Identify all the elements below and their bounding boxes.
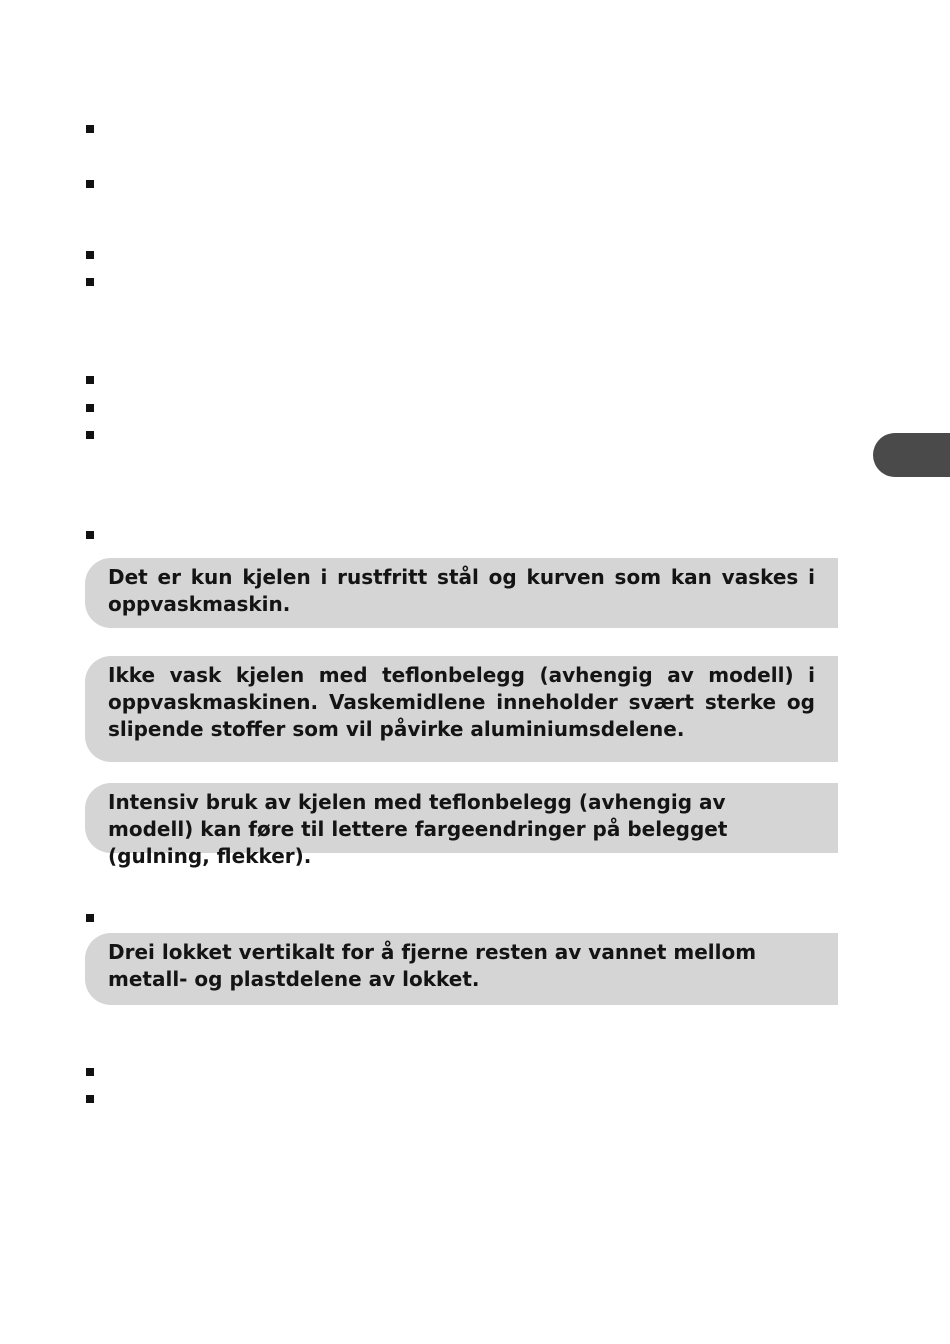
note-text: Det er kun kjelen i rustfritt stål og kurven som kan vaskes i oppvaskmaskin. [108,565,815,616]
bullet-marker [86,531,94,539]
note-text: Drei lokket vertikalt for å fjerne resten av vannet mellom metall- og plastdelene av lokket. [108,940,757,991]
note-text: Ikke vask kjelen med teflonbelegg (avhengig av modell) i oppvaskmaskinen. Vaskemidlene inneholder svært sterke og slipende stoffer som vil påvirke aluminiumsdelene. [108,663,815,741]
section-tab-marker [873,433,950,477]
bullet-marker [86,251,94,259]
coating-warning-box [85,656,838,762]
bullet-marker [86,1095,94,1103]
dishwasher-note-box [85,558,838,628]
bullet-marker [86,278,94,286]
bullet-marker [86,1068,94,1076]
bullet-marker [86,431,94,439]
note-text: Intensiv bruk av kjelen med teflonbelegg (avhengig av modell) kan føre til lettere fargeendringer på belegget (gulning, flekker). [108,790,728,868]
discoloration-note-box [85,783,838,868]
lid-drain-note-box [85,933,838,1005]
bullet-marker [86,404,94,412]
bullet-marker [86,180,94,188]
bullet-marker [86,376,94,384]
bullet-marker [86,914,94,922]
bullet-marker [86,125,94,133]
